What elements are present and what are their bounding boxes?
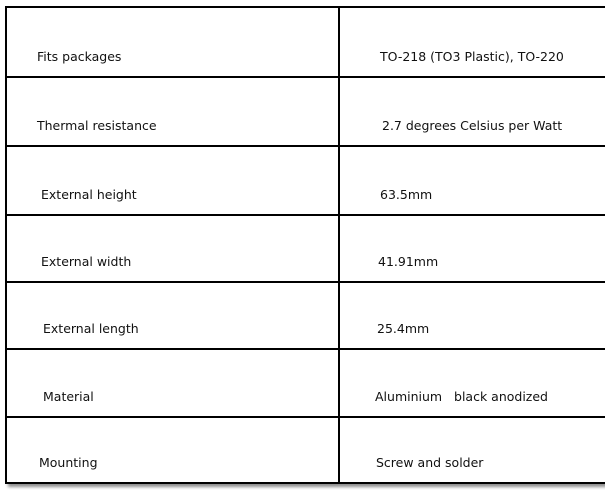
row-value: Aluminium black anodized [339,349,605,417]
table-row [6,349,605,417]
row-label: Mounting [6,417,339,483]
row-label: External height [6,146,339,215]
row-value: TO-218 (TO3 Plastic), TO-220 [339,7,605,77]
row-label: External width [6,215,339,282]
row-label: Fits packages [6,7,339,77]
row-value: 41.91mm [339,215,605,282]
row-value: Screw and solder [339,417,605,483]
table-row [6,146,605,215]
row-label: External length [6,282,339,349]
row-value: 25.4mm [339,282,605,349]
spec-table [5,6,605,484]
table-row [6,417,605,483]
row-value: 63.5mm [339,146,605,215]
row-label: Thermal resistance [6,77,339,146]
table-row [6,7,605,77]
table-row [6,215,605,282]
row-value: 2.7 degrees Celsius per Watt [339,77,605,146]
row-label: Material [6,349,339,417]
table-row [6,282,605,349]
table-row [6,77,605,146]
